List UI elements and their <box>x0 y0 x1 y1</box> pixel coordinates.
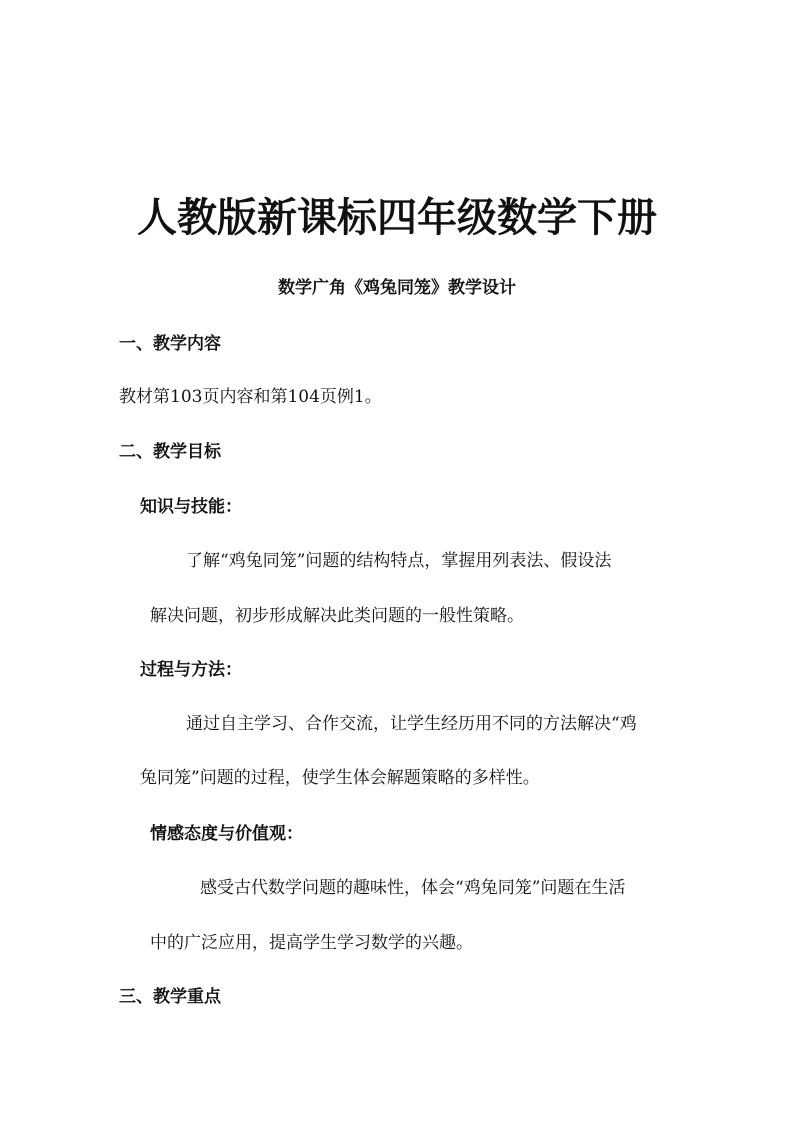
section-content-paragraph: 教材第103页内容和第104页例1。 <box>119 387 382 407</box>
attitude-line-1: 感受古代数学问题的趣味性，体会“鸡兔同笼”问题在生活 <box>200 878 626 898</box>
knowledge-line-1: 了解“鸡兔同笼”问题的结构特点，掌握用列表法、假设法 <box>186 551 612 571</box>
attitude-line-2: 中的广泛应用，提高学生学习数学的兴趣。 <box>150 933 473 953</box>
section-heading-key-points: 三、教学重点 <box>119 987 221 1007</box>
subsection-heading-knowledge: 知识与技能： <box>140 497 242 517</box>
subsection-heading-process: 过程与方法： <box>140 660 242 680</box>
subsection-heading-attitude: 情感态度与价值观： <box>150 824 303 844</box>
section-heading-content: 一、教学内容 <box>119 334 221 354</box>
process-line-2: 兔同笼”问题的过程，使学生体会解题策略的多样性。 <box>140 768 540 788</box>
document-subtitle: 数学广角《鸡兔同笼》教学设计 <box>278 278 516 298</box>
knowledge-line-2: 解决问题，初步形成解决此类问题的一般性策略。 <box>150 606 524 626</box>
process-line-1: 通过自主学习、合作交流，让学生经历用不同的方法解决“鸡 <box>186 714 637 734</box>
document-title: 人教版新课标四年级数学下册 <box>137 194 657 241</box>
section-heading-objectives: 二、教学目标 <box>119 442 221 462</box>
